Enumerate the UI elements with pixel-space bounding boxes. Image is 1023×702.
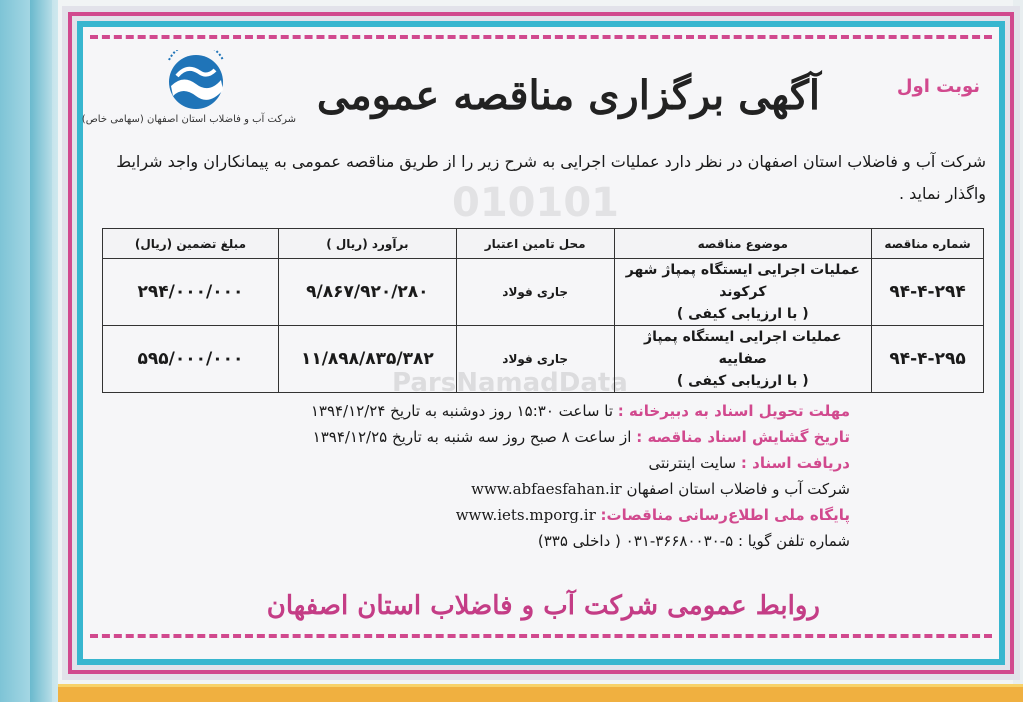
watermark-brand: ParsNamadData: [392, 368, 628, 398]
deadline-value: تا ساعت ۱۵:۳۰ روز دوشنبه به تاریخ ۱۳۹۴/۱۲/۲۴: [310, 402, 614, 420]
subject-text: عملیات اجرایی ایستگاه پمپاژ شهر کرکوند: [625, 262, 860, 300]
table-row: [103, 259, 984, 326]
phone-line: شماره تلفن گویا : ۵-۳۶۶۸۰۰۳۰-۰۳۱ ( داخلی ۳۳۵): [537, 532, 850, 550]
header-subject: موضوع مناقصه: [614, 229, 872, 259]
cell-estimate: ۱۱/۸۹۸/۸۳۵/۳۸۲: [278, 326, 456, 393]
tender-details: [230, 398, 850, 554]
cell-subject: [614, 326, 872, 393]
intro-paragraph: شرکت آب و فاضلاب استان اصفهان در نظر دارد عملیات اجرایی به شرح زیر را از طریق مناقصه عمومی به پیمانکاران واجد شرایط واگذار نماید .: [116, 152, 986, 203]
deadline-label: مهلت تحویل اسناد به دبیرخانه :: [617, 402, 850, 420]
company-line: شرکت آب و فاضلاب استان اصفهان: [626, 480, 850, 498]
receive-label: دریافت اسناد :: [740, 454, 850, 472]
cell-number: ۹۴-۴-۲۹۵: [872, 326, 984, 393]
opening-value: از ساعت ۸ صبح روز سه شنبه به تاریخ ۱۳۹۴/۱۲/۲۵: [312, 428, 632, 446]
cell-estimate: ۹/۸۶۷/۹۲۰/۲۸۰: [278, 259, 456, 326]
tender-table: [102, 228, 984, 393]
portal-label: پایگاه ملی اطلاع‌رسانی مناقصات:: [600, 506, 850, 524]
water-drop-logo-icon: [155, 50, 237, 112]
bottom-dashed-divider: [90, 634, 992, 638]
watermark-code: 010101: [452, 180, 619, 226]
public-relations-signature: روابط عمومی شرکت آب و فاضلاب استان اصفهان: [266, 591, 820, 621]
company-logo: [81, 50, 296, 132]
table-header-row: [103, 229, 984, 259]
tender-advertisement: [62, 6, 1020, 680]
opening-label: تاریخ گشایش اسناد مناقصه :: [636, 428, 850, 446]
page-title: آگهی برگزاری مناقصه عمومی: [316, 72, 820, 119]
cell-guarantee: ۲۹۴/۰۰۰/۰۰۰: [103, 259, 279, 326]
deadline-row: [230, 398, 850, 424]
cell-subject: [614, 259, 872, 326]
receive-value: سایت اینترنتی: [648, 454, 737, 472]
company-site-link[interactable]: www.abfaesfahan.ir: [471, 480, 622, 498]
subject-note: ( با ارزیابی کیفی ): [676, 373, 809, 389]
cell-guarantee: ۵۹۵/۰۰۰/۰۰۰: [103, 326, 279, 393]
header-estimate: برآورد (ریال ): [278, 229, 456, 259]
cell-funding: جاری فولاد: [456, 259, 614, 326]
logo-caption: شرکت آب و فاضلاب استان اصفهان (سهامی خاص): [81, 114, 296, 125]
subject-note: ( با ارزیابی کیفی ): [676, 306, 809, 322]
round-label: نوبت اول: [896, 76, 980, 97]
header-guarantee: مبلغ تضمین (ریال): [103, 229, 279, 259]
company-site-row: [230, 476, 850, 502]
header-number: شماره مناقصه: [872, 229, 984, 259]
newspaper-edge-left: [0, 0, 58, 702]
phone-row: [230, 528, 850, 554]
newspaper-edge-bottom: [58, 684, 1023, 702]
header-funding: محل تامین اعتبار: [456, 229, 614, 259]
cell-number: ۹۴-۴-۲۹۴: [872, 259, 984, 326]
portal-row: [230, 502, 850, 528]
opening-row: [230, 424, 850, 450]
top-dashed-divider: [90, 35, 992, 39]
portal-site-link[interactable]: www.iets.mporg.ir: [455, 506, 596, 524]
table-row: [103, 326, 984, 393]
receive-row: [230, 450, 850, 476]
subject-text: عملیات اجرایی ایستگاه پمپاژ صفاییه: [644, 329, 842, 367]
cell-funding: جاری فولاد: [456, 326, 614, 393]
